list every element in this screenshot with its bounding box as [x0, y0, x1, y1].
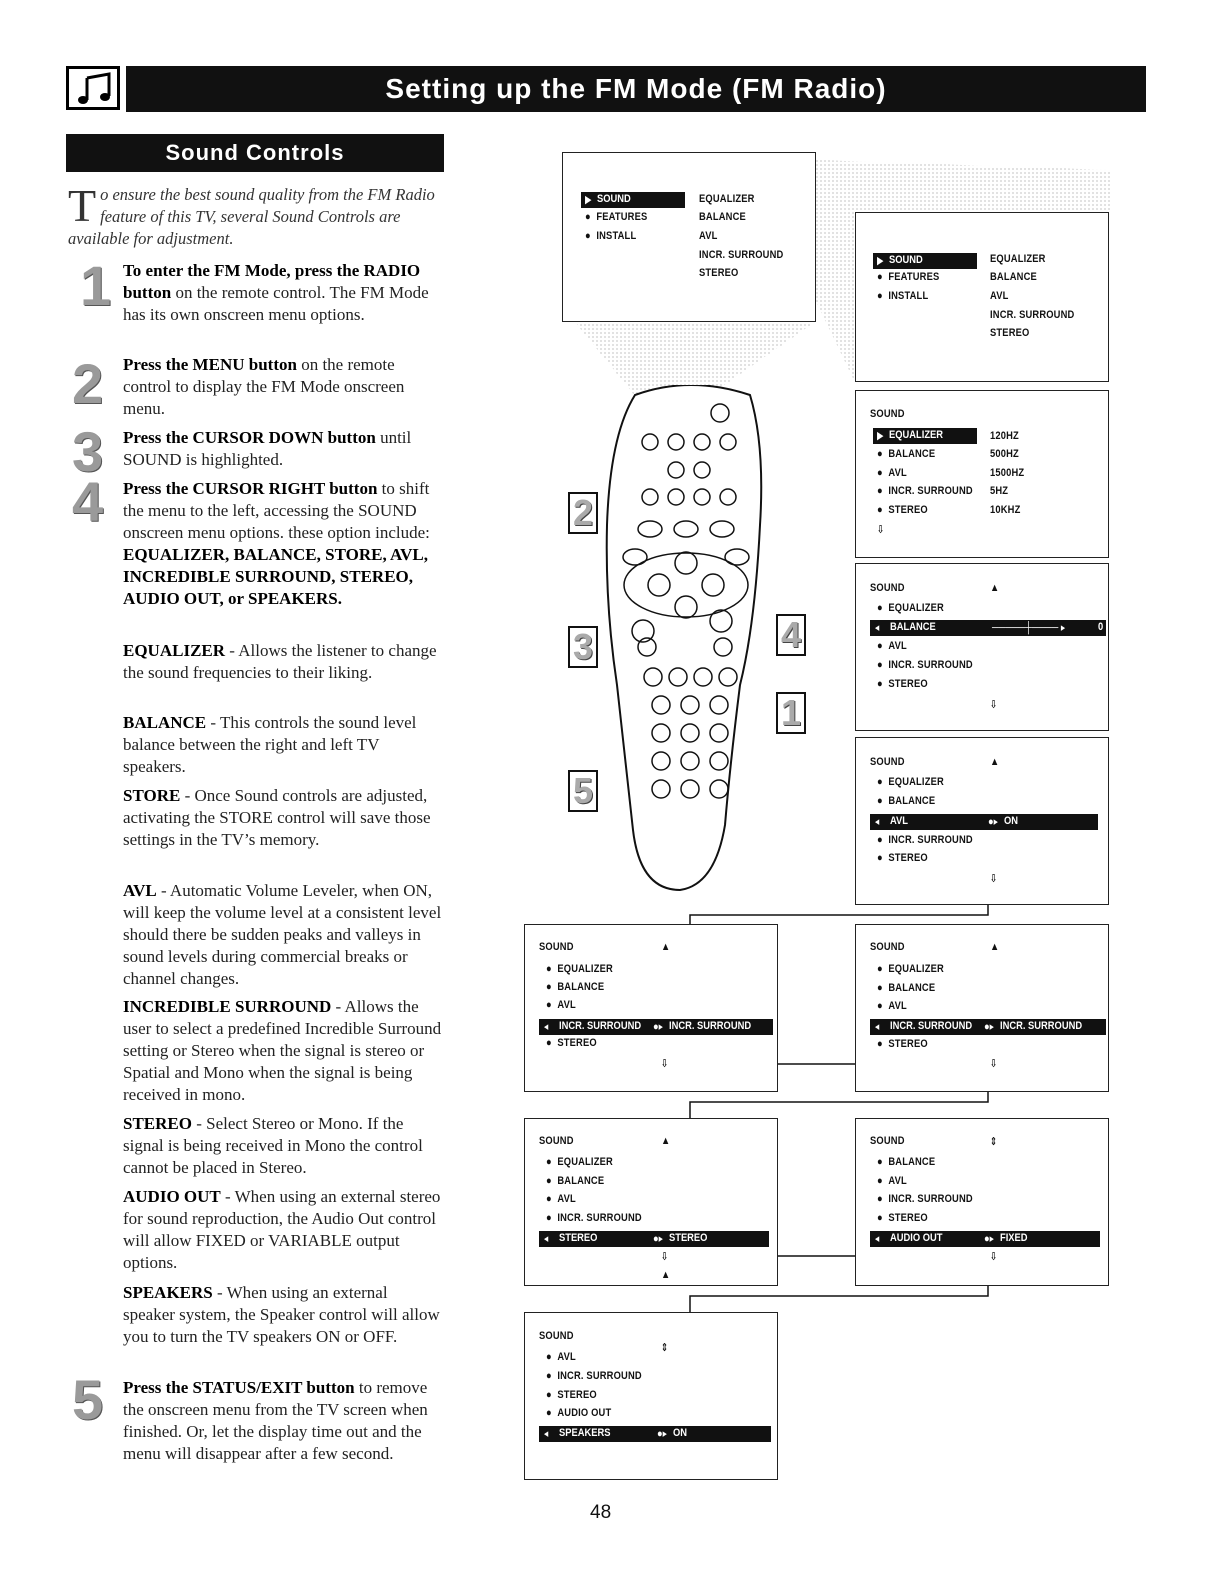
menu-item: ● AVL	[877, 1000, 907, 1012]
submenu-item: EQUALIZER	[990, 253, 1046, 265]
step-number-4: 4	[72, 470, 104, 533]
step-4-text: to shift the menu to the left, accessing the SOUND onscreen menu options. these option include:	[123, 479, 430, 542]
scroll-down-icon: ⇩	[661, 1251, 669, 1263]
scroll-updown-icon: ⇕	[661, 1342, 669, 1354]
menu-item: ● FEATURES	[877, 271, 940, 283]
section-title: Sound Controls	[66, 134, 444, 172]
menu-item: ● AVL	[877, 467, 907, 479]
menu-item: ● STEREO	[877, 1212, 928, 1224]
highlight-label: AUDIO OUT	[890, 1232, 943, 1244]
scroll-down-icon: ⇩	[990, 699, 998, 711]
highlight-value: INCR. SURROUND	[669, 1020, 752, 1032]
menu-highlight: ◂ AVL ●▸ ON	[870, 814, 1098, 830]
menu-highlight: ◂ INCR. SURROUND ●▸ INCR. SURROUND	[539, 1019, 773, 1035]
highlight-label: EQUALIZER	[889, 429, 944, 441]
screen-title: SOUND	[539, 1330, 574, 1342]
scroll-up-icon: ▲	[990, 756, 1000, 768]
highlight-label: AVL	[890, 815, 909, 827]
menu-item: ● AVL	[877, 1175, 907, 1187]
term-text: - This controls the sound level balance between the right and left TV speakers.	[123, 713, 417, 776]
step-2-bold: Press the MENU button	[123, 355, 297, 374]
step-number-3: 3	[72, 420, 104, 483]
screen-title: SOUND	[870, 408, 905, 420]
screen-title: SOUND	[539, 1135, 574, 1147]
step-3-bold: Press the CURSOR DOWN button	[123, 428, 376, 447]
menu-highlight: ▶ SOUND	[873, 253, 977, 269]
value: 500HZ	[990, 448, 1019, 460]
submenu-item: BALANCE	[699, 211, 746, 223]
screen-title: SOUND	[539, 941, 574, 953]
highlight-label: INCR. SURROUND	[559, 1020, 642, 1032]
highlight-value: FIXED	[1000, 1232, 1028, 1244]
screen-stereo	[524, 1118, 778, 1286]
callout-3: 3	[568, 626, 598, 668]
callout-1: 1	[776, 692, 806, 734]
menu-item: ● FEATURES	[585, 211, 648, 223]
scroll-down-icon: ⇩	[990, 873, 998, 885]
scroll-down-icon: ⇩	[661, 1058, 669, 1070]
step-4-bold: Press the CURSOR RIGHT button	[123, 479, 378, 498]
scroll-down-icon: ⇩	[990, 1058, 998, 1070]
value: 120HZ	[990, 430, 1019, 442]
menu-item: ● EQUALIZER	[877, 602, 944, 614]
menu-item: ● INCR. SURROUND	[877, 1193, 973, 1205]
menu-item: ● INSTALL	[585, 230, 637, 242]
term-text: - Allows the listener to change the sound frequencies to their liking.	[123, 641, 437, 682]
callout-5: 5	[568, 770, 598, 812]
highlight-value: ON	[673, 1427, 688, 1439]
term: AVL	[123, 881, 157, 900]
menu-highlight: ▶ SOUND	[581, 192, 685, 208]
step-5-text: to remove the onscreen menu from the TV screen when finished. Or, let the display time out and the menu will disappear after a few second.	[123, 1378, 428, 1463]
menu-highlight: ◂ AUDIO OUT ●▸ FIXED	[870, 1231, 1100, 1247]
scroll-up-icon: ▲	[661, 941, 671, 953]
scroll-down-icon: ⇩	[990, 1251, 998, 1263]
step-number-1: 1	[80, 254, 112, 317]
term-text: - Automatic Volume Leveler, when ON, will keep the volume level at a consistent level should there be sudden peaks and valleys in sound levels during commercial breaks or channel changes.	[123, 881, 442, 988]
remote-body	[607, 385, 762, 890]
term-text: - Once Sound controls are adjusted, activating the STORE control will save those settings in the TV’s memory.	[123, 786, 431, 849]
intro-text: o ensure the best sound quality from the FM Radio feature of this TV, several Sound Controls are available for adjustment.	[68, 185, 435, 248]
step-4-options: EQUALIZER, BALANCE, STORE, AVL, INCREDIBLE SURROUND, STEREO, AUDIO OUT, or SPEAKERS.	[123, 545, 428, 608]
screen-speakers	[524, 1312, 778, 1480]
value: 5HZ	[990, 485, 1009, 497]
screen-avl	[855, 737, 1109, 905]
scroll-up-icon: ▲	[990, 582, 1000, 594]
submenu-item: STEREO	[990, 327, 1030, 339]
menu-item: ● BALANCE	[546, 1175, 605, 1187]
menu-item: ● INSTALL	[877, 290, 929, 302]
highlight-value: 0	[1098, 621, 1104, 633]
menu-item: ● STEREO	[546, 1037, 597, 1049]
menu-item: ● BALANCE	[877, 982, 936, 994]
submenu-item: AVL	[990, 290, 1009, 302]
menu-item: ● STEREO	[546, 1389, 597, 1401]
step-3-text: until SOUND is highlighted.	[123, 428, 412, 469]
step-number-5: 5	[72, 1368, 104, 1431]
value: 10KHZ	[990, 504, 1021, 516]
menu-item: ● INCR. SURROUND	[877, 834, 973, 846]
screen-equalizer	[855, 390, 1109, 558]
term: EQUALIZER	[123, 641, 226, 660]
screen-title: SOUND	[870, 1135, 905, 1147]
menu-item: ● INCR. SURROUND	[546, 1212, 642, 1224]
screen-incr-surround	[524, 924, 778, 1092]
menu-item: ● STEREO	[877, 1038, 928, 1050]
highlight-label: STEREO	[559, 1232, 598, 1244]
menu-item: ● AUDIO OUT	[546, 1407, 612, 1419]
highlight-label: SOUND	[597, 193, 631, 205]
menu-item: ● EQUALIZER	[546, 1156, 613, 1168]
screen-title: SOUND	[870, 756, 905, 768]
submenu-item: AVL	[699, 230, 718, 242]
term: SPEAKERS	[123, 1283, 213, 1302]
menu-item: ● AVL	[877, 640, 907, 652]
callout-4: 4	[776, 614, 806, 656]
step-1-bold: To enter the FM Mode, press the RADIO button	[123, 261, 421, 302]
menu-item: ● BALANCE	[546, 981, 605, 993]
menu-highlight: ◂ SPEAKERS ●▸ ON	[539, 1426, 771, 1442]
menu-item: ● BALANCE	[877, 795, 936, 807]
term-text: - Select Stereo or Mono. If the signal is being received in Mono the control cannot be placed in Stereo.	[123, 1114, 423, 1177]
menu-highlight: ◂ STEREO ●▸ STEREO	[539, 1231, 769, 1247]
step-1-text: on the remote control. The FM Mode has its own onscreen menu options.	[123, 283, 429, 324]
highlight-value: INCR. SURROUND	[1000, 1020, 1083, 1032]
screen-title: SOUND	[870, 582, 905, 594]
menu-item: ● INCR. SURROUND	[546, 1370, 642, 1382]
term-text: - When using an external stereo for sound reproduction, the Audio Out control will allow FIXED or VARIABLE output options.	[123, 1187, 441, 1272]
menu-item: ● BALANCE	[877, 1156, 936, 1168]
page-title: Setting up the FM Mode (FM Radio)	[126, 66, 1146, 112]
screen-title: SOUND	[870, 941, 905, 953]
menu-item: ● EQUALIZER	[877, 776, 944, 788]
screen-audio-out	[855, 1118, 1109, 1286]
submenu-item: INCR. SURROUND	[699, 249, 784, 261]
highlight-label: SOUND	[889, 254, 923, 266]
scroll-up-icon: ▲	[990, 941, 1000, 953]
highlight-label: BALANCE	[890, 621, 936, 633]
menu-highlight: ◂ BALANCE ─────┼──── ▸ 0	[870, 620, 1106, 636]
value: 1500HZ	[990, 467, 1025, 479]
screen-main-menu-2	[855, 212, 1109, 382]
highlight-value: STEREO	[669, 1232, 708, 1244]
submenu-item: BALANCE	[990, 271, 1037, 283]
highlight-label: SPEAKERS	[559, 1427, 611, 1439]
dropcap: T	[68, 180, 97, 231]
menu-item: ● AVL	[546, 1351, 576, 1363]
menu-highlight: ▶ EQUALIZER	[873, 428, 977, 444]
callout-2: 2	[568, 492, 598, 534]
menu-item: ● BALANCE	[877, 448, 936, 460]
menu-item: ● STEREO	[877, 678, 928, 690]
submenu-item: STEREO	[699, 267, 739, 279]
menu-item: ● STEREO	[877, 852, 928, 864]
page-number: 48	[590, 1502, 612, 1523]
scroll-up-icon: ▲	[661, 1135, 671, 1147]
menu-item: ● EQUALIZER	[877, 963, 944, 975]
submenu-item: EQUALIZER	[699, 193, 755, 205]
menu-item: ● EQUALIZER	[546, 963, 613, 975]
screen-balance	[855, 563, 1109, 731]
highlight-value: ON	[1004, 815, 1019, 827]
highlight-label: INCR. SURROUND	[890, 1020, 973, 1032]
step-2-text: on the remote control to display the FM Mode onscreen menu.	[123, 355, 405, 418]
term-text: - Allows the user to select a predefined Incredible Surround setting or Stereo when the signal is stereo or Spatial and Mono when the signal is being received in mono.	[123, 997, 442, 1104]
step-5-bold: Press the STATUS/EXIT button	[123, 1378, 355, 1397]
term-text: - When using an external speaker system, the Speaker control will allow you to turn the TV speakers ON or OFF.	[123, 1283, 440, 1346]
scroll-updown-icon: ⇕	[990, 1136, 998, 1148]
term: STORE	[123, 786, 181, 805]
screen-main-menu	[562, 152, 816, 322]
menu-highlight: ◂ INCR. SURROUND ●▸ INCR. SURROUND	[870, 1019, 1106, 1035]
submenu-item: INCR. SURROUND	[990, 309, 1075, 321]
menu-item: ● AVL	[546, 1193, 576, 1205]
scroll-up-icon: ▲	[661, 1269, 671, 1281]
menu-item: ● INCR. SURROUND	[877, 659, 973, 671]
menu-item: ● AVL	[546, 999, 576, 1011]
menu-item: ● STEREO	[877, 504, 928, 516]
term: STEREO	[123, 1114, 192, 1133]
menu-item: ● INCR. SURROUND	[877, 485, 973, 497]
term: INCREDIBLE SURROUND	[123, 997, 332, 1016]
term: AUDIO OUT	[123, 1187, 221, 1206]
scroll-down-icon: ⇩	[877, 524, 885, 536]
step-number-2: 2	[72, 352, 104, 415]
screen-incr-surround-2	[855, 924, 1109, 1092]
term: BALANCE	[123, 713, 207, 732]
